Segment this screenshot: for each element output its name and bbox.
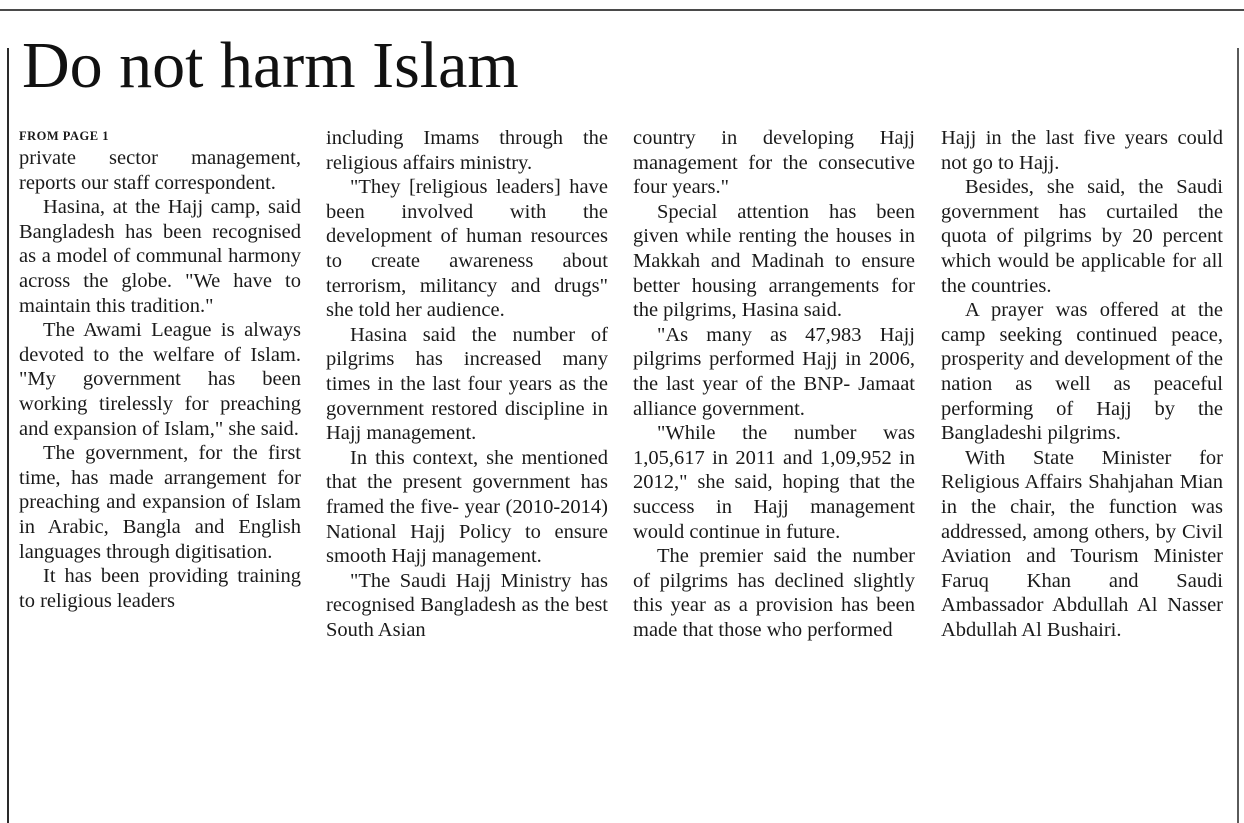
paragraph: private sector management, reports our staff correspondent. xyxy=(19,147,301,194)
top-rule xyxy=(0,9,1244,11)
article-column-3 xyxy=(633,126,915,823)
paragraph: Hajj in the last five years could not go to Hajj. xyxy=(941,127,1223,174)
continuation-kicker: FROM PAGE 1 xyxy=(19,129,109,143)
article-headline: Do not harm Islam xyxy=(22,29,519,102)
paragraph: Special attention has been given while renting the houses in Makkah and Madinah to ensure better housing arrangements for the pilgrims, Hasina said. xyxy=(633,200,915,322)
paragraph: In this context, she mentioned that the present government has framed the five- year (2010-2014) National Hajj Policy to ensure smooth Hajj management. xyxy=(326,446,608,568)
paragraph: "They [religious leaders] have been involved with the development of human resources to create awareness about terrorism, militancy and drugs" she told her audience. xyxy=(326,176,608,322)
paragraph: Besides, she said, the Saudi government has curtailed the quota of pilgrims by 20 percent which would be applicable for all the countries. xyxy=(941,176,1223,297)
paragraph: The premier said the number of pilgrims has declined slightly this year as a provision has been made that those who performed xyxy=(633,545,915,641)
paragraph: With State Minister for Religious Affairs Shahjahan Mian in the chair, the function was addressed, among others, by Civil Aviation and Tourism Minister Faruq Khan and Saudi Ambassador Abdullah Al Nasser Abdullah Al Bushairi. xyxy=(941,446,1223,641)
paragraph: A prayer was offered at the camp seeking continued peace, prosperity and development of the nation as well as peaceful performing of Hajj by the Bangladeshi pilgrims. xyxy=(941,299,1223,445)
article-column-4 xyxy=(941,126,1223,823)
paragraph: The Awami League is always devoted to the welfare of Islam. "My government has been working tirelessly for preaching and expansion of Islam," she said. xyxy=(19,319,301,440)
left-column-rule xyxy=(7,48,9,823)
paragraph: country in developing Hajj management for the consecutive four years." xyxy=(633,127,915,199)
paragraph: The government, for the first time, has made arrangement for preaching and expansion of Islam in Arabic, Bangla and English languages through digitisation. xyxy=(19,442,301,563)
paragraph: "The Saudi Hajj Ministry has recognised Bangladesh as the best South Asian xyxy=(326,569,608,641)
article-column-1 xyxy=(19,126,301,823)
paragraph: Hasina said the number of pilgrims has increased many times in the last four years as the government restored discipline in Hajj management. xyxy=(326,323,608,445)
article-column-2 xyxy=(326,126,608,823)
paragraph: Hasina, at the Hajj camp, said Bangladesh has been recognised as a model of communal harmony across the globe. "We have to maintain this tradition." xyxy=(19,196,301,317)
paragraph: "While the number was 1,05,617 in 2011 and 1,09,952 in 2012," she said, hoping that the success in Hajj management would continue in future. xyxy=(633,422,915,543)
right-column-rule xyxy=(1237,48,1239,823)
paragraph: including Imams through the religious affairs ministry. xyxy=(326,127,608,174)
paragraph: "As many as 47,983 Hajj pilgrims performed Hajj in 2006, the last year of the BNP- Jamaat alliance government. xyxy=(633,323,915,420)
paragraph: It has been providing training to religious leaders xyxy=(19,565,301,612)
